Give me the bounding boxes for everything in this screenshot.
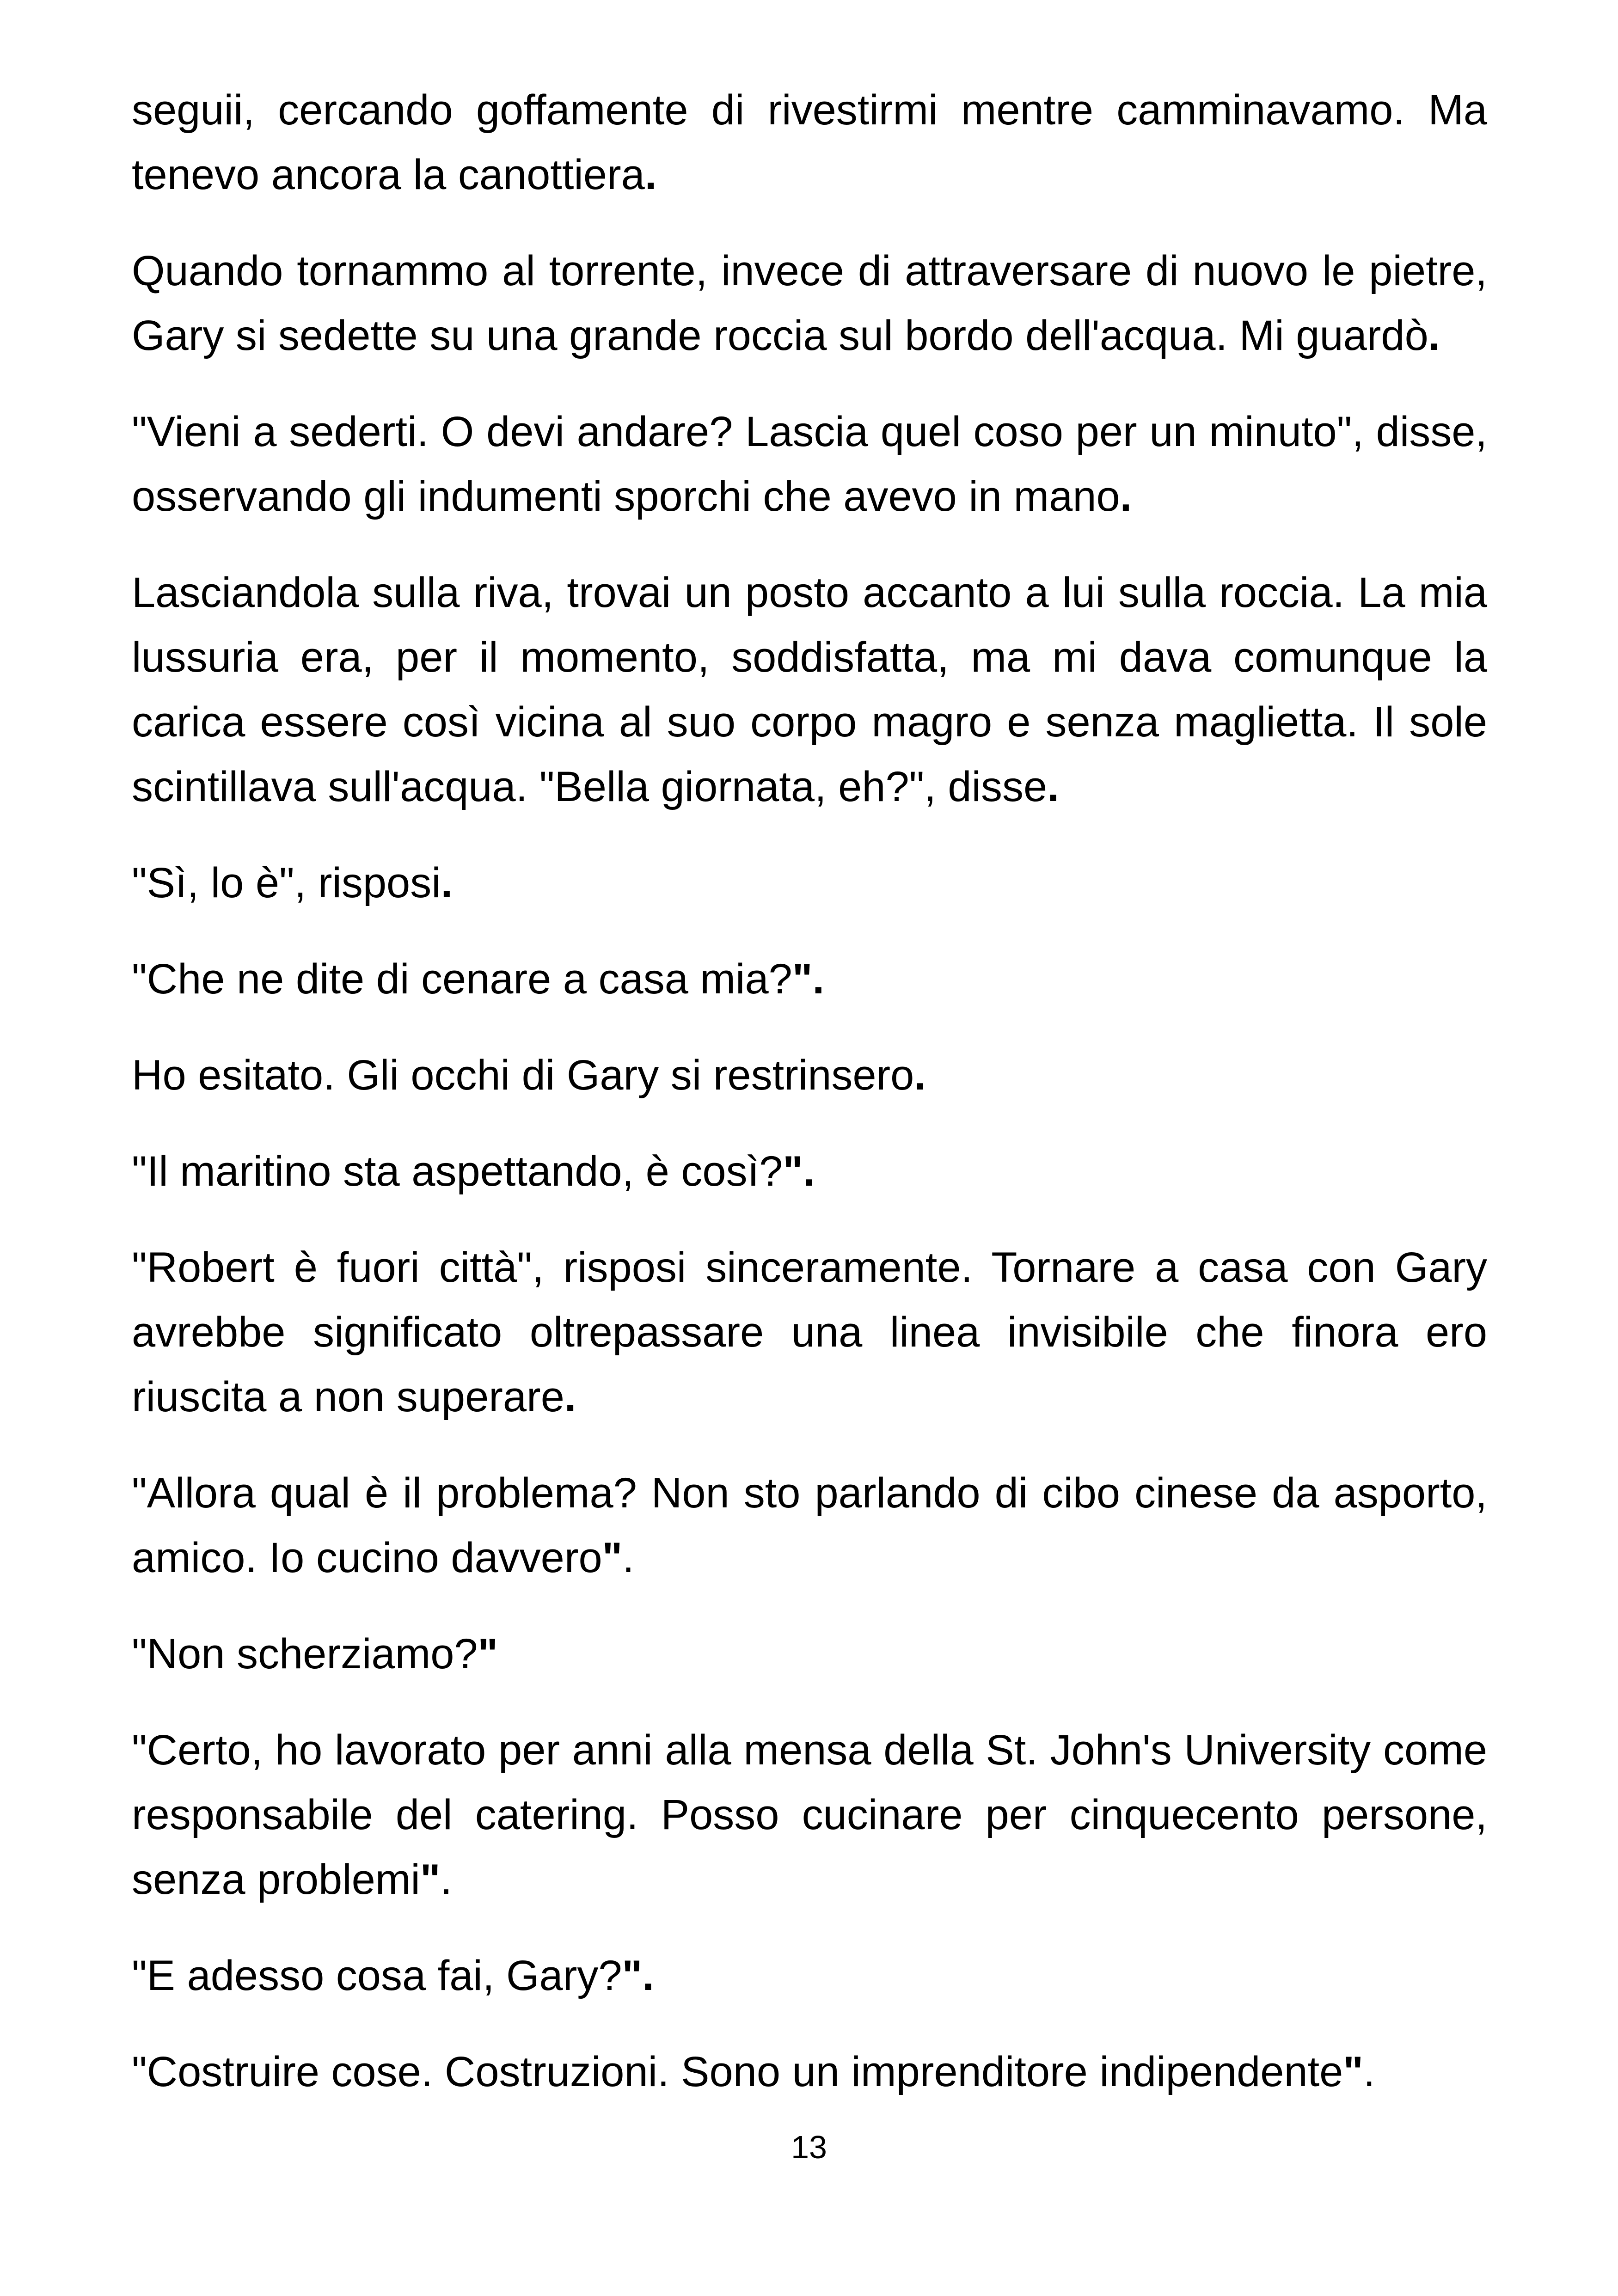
paragraph bbox=[132, 1718, 1487, 1912]
text-run: "E adesso cosa fai, Gary? bbox=[132, 1952, 622, 1999]
text-run: Quando tornammo al torrente, invece di attraversare di nuovo le pietre, Gary si sedette su una grande roccia sul bordo dell'acqua. Mi guardò bbox=[132, 247, 1487, 359]
text-run: . bbox=[440, 1856, 453, 1903]
paragraph bbox=[132, 1461, 1487, 1590]
text-run: "Sì, lo è", risposi bbox=[132, 859, 441, 906]
text-run: "Non scherziamo? bbox=[132, 1630, 478, 1678]
bold-punctuation: . bbox=[441, 859, 453, 906]
paragraph bbox=[132, 78, 1487, 207]
page-number: 13 bbox=[791, 2129, 827, 2165]
paragraph bbox=[132, 1043, 1487, 1108]
bold-punctuation: . bbox=[564, 1373, 576, 1420]
bold-punctuation: . bbox=[1047, 763, 1059, 810]
paragraph bbox=[132, 947, 1487, 1011]
text-run: . bbox=[1363, 2048, 1375, 2095]
bold-punctuation: ". bbox=[622, 1952, 654, 1999]
text-run: "Allora qual è il problema? Non sto parlando di cibo cinese da asporto, amico. Io cucino davvero bbox=[132, 1469, 1487, 1581]
bold-punctuation: " bbox=[602, 1534, 623, 1581]
text-run: Ho esitato. Gli occhi di Gary si restrinsero bbox=[132, 1052, 914, 1099]
text-run: . bbox=[622, 1534, 634, 1581]
paragraph bbox=[132, 1622, 1487, 1686]
paragraph bbox=[132, 1943, 1487, 2008]
paragraph bbox=[132, 399, 1487, 529]
text-run: "Certo, ho lavorato per anni alla mensa della St. John's University come responsabile del catering. Posso cucinare per cinquecento persone, senza problemi bbox=[132, 1727, 1487, 1903]
text-run: "Il maritino sta aspettando, è così? bbox=[132, 1148, 783, 1195]
body-text bbox=[132, 78, 1487, 2104]
paragraph bbox=[132, 1139, 1487, 1204]
paragraph bbox=[132, 2039, 1487, 2104]
bold-punctuation: . bbox=[914, 1052, 926, 1099]
text-run: "Che ne dite di cenare a casa mia? bbox=[132, 955, 792, 1003]
bold-punctuation: . bbox=[644, 151, 657, 198]
bold-punctuation: . bbox=[1120, 473, 1132, 520]
paragraph bbox=[132, 560, 1487, 819]
paragraph bbox=[132, 851, 1487, 915]
text-run: Lasciandola sulla riva, trovai un posto accanto a lui sulla roccia. La mia lussuria era, per il momento, soddisfatta, ma mi dava comunque la carica essere così vicina al suo corpo magro e senza maglietta. Il sole scintillava sull'acqua. "Bella giornata, eh?", disse bbox=[132, 569, 1487, 810]
bold-punctuation: ". bbox=[792, 955, 825, 1003]
bold-punctuation: " bbox=[478, 1630, 498, 1678]
text-run: "Costruire cose. Costruzioni. Sono un imprenditore indipendente bbox=[132, 2048, 1343, 2095]
bold-punctuation: " bbox=[1343, 2048, 1363, 2095]
bold-punctuation: " bbox=[420, 1856, 441, 1903]
text-run: "Vieni a sederti. O devi andare? Lascia quel coso per un minuto", disse, osservando gli indumenti sporchi che avevo in mano bbox=[132, 408, 1487, 520]
paragraph bbox=[132, 1235, 1487, 1429]
bold-punctuation: . bbox=[1428, 312, 1440, 359]
bold-punctuation: ". bbox=[783, 1148, 815, 1195]
text-run: seguii, cercando goffamente di rivestirmi mentre camminavamo. Ma tenevo ancora la canottiera bbox=[132, 86, 1487, 198]
paragraph bbox=[132, 239, 1487, 368]
text-run: "Robert è fuori città", risposi sinceramente. Tornare a casa con Gary avrebbe significato oltrepassare una linea invisibile che finora ero riuscita a non superare bbox=[132, 1244, 1487, 1420]
